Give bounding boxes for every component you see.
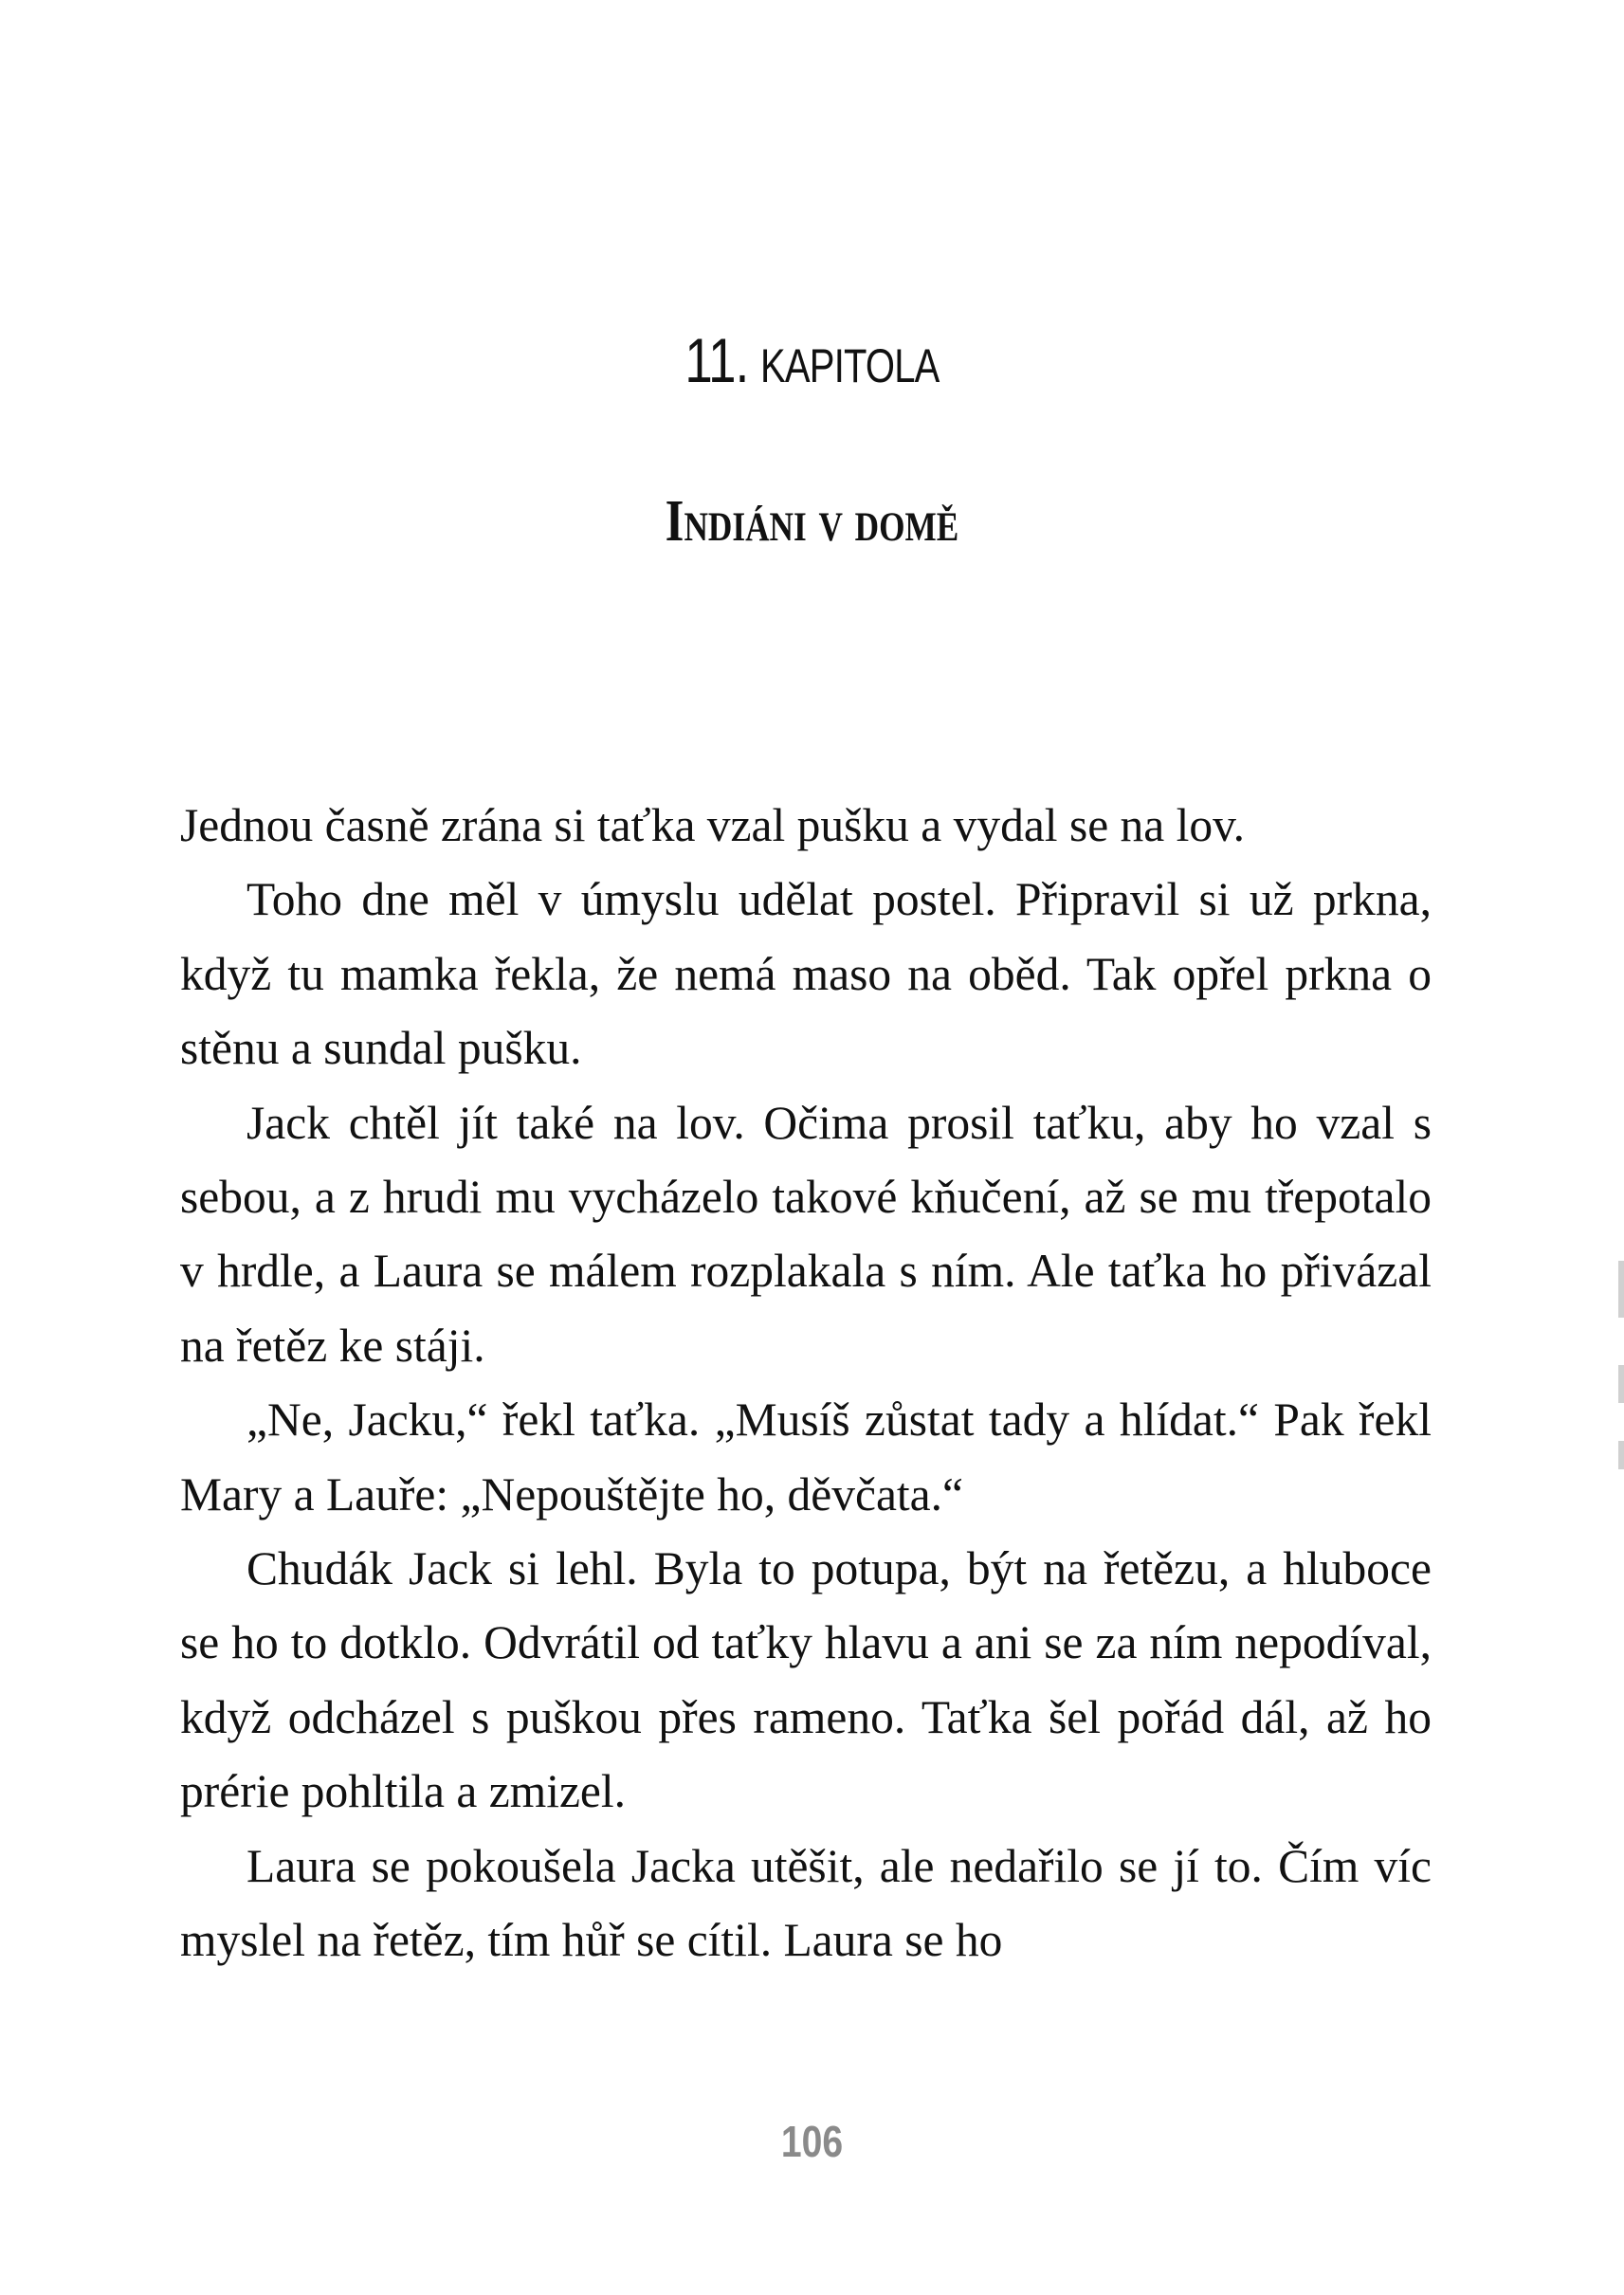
paragraph-2: Toho dne měl v úmyslu udělat postel. Připravil si už prkna, když tu mamka řekla, že nemá maso na oběd. Tak opřel prkna o stěnu a sundal pušku. <box>180 873 1432 1075</box>
chapter-number-value: 11. <box>684 325 749 395</box>
paragraph-1: Jednou časně zrána si taťka vzal pušku a vydal se na lov. <box>180 799 1246 851</box>
chapter-number <box>162 322 1461 404</box>
body-text <box>180 789 1432 1978</box>
paragraph-5: Chudák Jack si lehl. Byla to potupa, být na řetězu, a hluboce se ho to dotklo. Odvrátil od taťky hlavu a ani se za ním nepodíval, když odcházel s puškou přes rameno. Taťka šel pořád dál, až ho prérie pohltila a zmizel. <box>180 1542 1432 1818</box>
page-edge-mark <box>1618 1441 1624 1469</box>
paragraph-3: Jack chtěl jít také na lov. Očima prosil taťku, aby ho vzal s sebou, a z hrudi mu vycházelo takové kňučení, až se mu třepotalo v hrdle, a Laura se málem rozplakala s ním. Ale taťka ho přivázal na řetěz ke stáji. <box>180 1096 1432 1372</box>
page-edge-mark <box>1618 1365 1624 1403</box>
page-edge-mark <box>1618 1261 1624 1318</box>
paragraph-4: „Ne, Jacku,“ řekl taťka. „Musíš zůstat tady a hlídat.“ Pak řekl Mary a Lauře: „Nepouštějte ho, děvčata.“ <box>180 1393 1432 1521</box>
chapter-title: Indiáni v domě <box>665 489 959 554</box>
chapter-label: KAPITOLA <box>760 339 940 392</box>
page-number: 106 <box>780 2117 844 2166</box>
paragraph-6: Laura se pokoušela Jacka utěšit, ale nedařilo se jí to. Čím víc myslel na řetěz, tím hůř se cítil. Laura se ho <box>180 1839 1432 1967</box>
